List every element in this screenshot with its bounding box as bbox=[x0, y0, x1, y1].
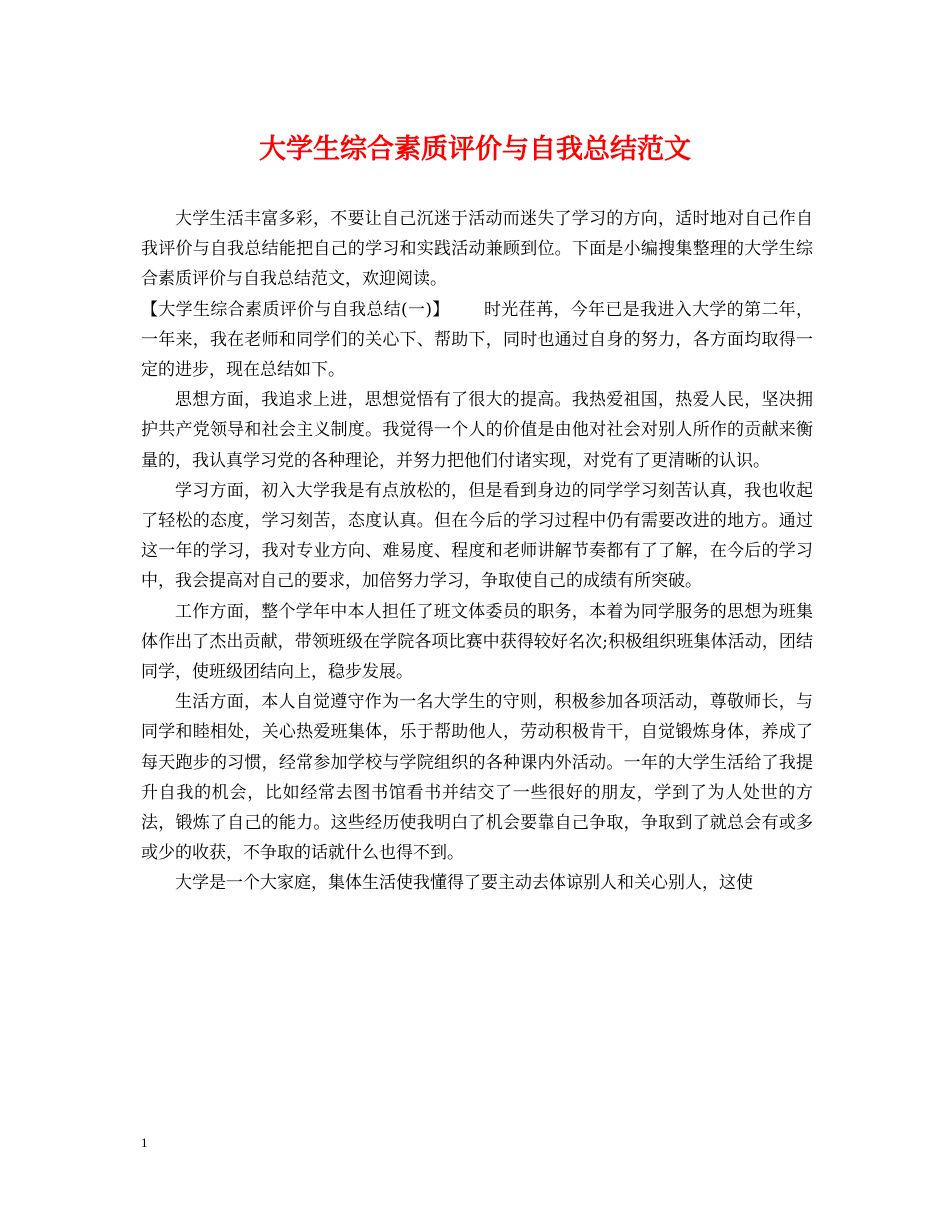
section-heading: 【大学生综合素质评价与自我总结(一)】 bbox=[141, 299, 450, 320]
section-paragraph bbox=[141, 295, 813, 386]
paragraph-thought: 思想方面，我追求上进，思想觉悟有了很大的提高。我热爱祖国，热爱人民，坚决拥护共产党领导和社会主义制度。我觉得一个人的价值是由他对社会对别人所作的贡献来衡量的，我认真学习党的各种理论，并努力把他们付诸实现，对党有了更清晰的认识。 bbox=[141, 390, 813, 471]
paragraph-work: 工作方面，整个学年中本人担任了班文体委员的职务，本着为同学服务的思想为班集体作出了杰出贡献，带领班级在学院各项比赛中获得较好名次;积极组织班集体活动，团结同学，使班级团结向上，稳步发展。 bbox=[141, 601, 813, 683]
document-body bbox=[141, 204, 813, 899]
paragraph-study: 学习方面，初入大学我是有点放松的，但是看到身边的同学学习刻苦认真，我也收起了轻松的态度，学习刻苦，态度认真。但在今后的学习过程中仍有需要改进的地方。通过这一年的学习，我对专业方向、难易度、程度和老师讲解节奏都有了了解，在今后的学习中，我会提高对自己的要求，加倍努力学习，争取使自己的成绩有所突破。 bbox=[141, 480, 813, 592]
paragraph-life: 生活方面，本人自觉遵守作为一名大学生的守则，积极参加各项活动，尊敬师长，与同学和睦相处，关心热爱班集体，乐于帮助他人，劳动积极肯干，自觉锻炼身体，养成了每天跑步的习惯，经常参加学校与学院组织的各种课内外活动。一年的大学生活给了我提升自我的机会，比如经常去图书馆看书并结交了一些很好的朋友，学到了为人处世的方法，锻炼了自己的能力。这些经历使我明白了机会要靠自己争取，争取到了就总会有或多或少的收获，不争取的话就什么也得不到。 bbox=[141, 692, 813, 864]
intro-paragraph: 大学生活丰富多彩，不要让自己沉迷于活动而迷失了学习的方向，适时地对自己作自我评价与自我总结能把自己的学习和实践活动兼顾到位。下面是小编搜集整理的大学生综合素质评价与自我总结范文，欢迎阅读。 bbox=[141, 209, 813, 290]
page-number: 1 bbox=[141, 1135, 148, 1150]
section-first-text: 时光荏苒，今年已是我进入大学的第二年，一年来，我在老师和同学们的关心下、帮助下，同时也通过自身的努力，各方面均取得一定的进步，现在总结如下。 bbox=[141, 299, 814, 381]
paragraph-family: 大学是一个大家庭，集体生活使我懂得了要主动去体谅别人和关心别人，这使 bbox=[175, 873, 753, 894]
document-title: 大学生综合素质评价与自我总结范文 bbox=[259, 134, 691, 165]
